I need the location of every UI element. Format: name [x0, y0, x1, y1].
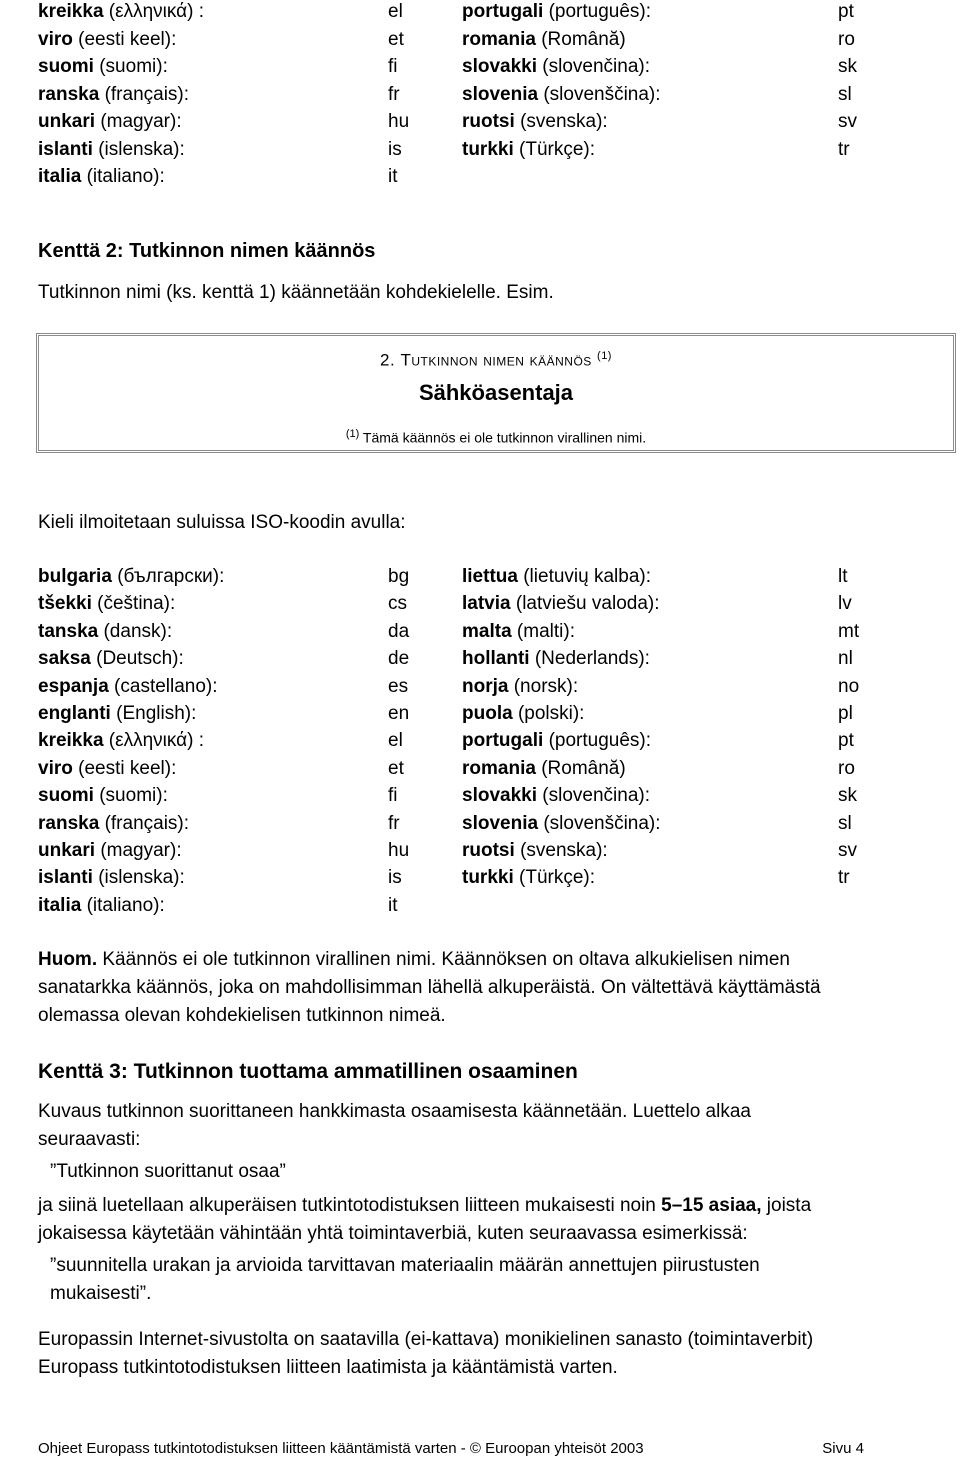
language-label: [462, 675, 578, 699]
iso-code: sv: [838, 840, 857, 861]
language-row: [0, 812, 960, 836]
language-native-name: (English):: [116, 703, 197, 724]
language-native-name: (magyar):: [100, 111, 182, 132]
language-row: [0, 28, 960, 52]
iso-code: fi: [388, 56, 398, 77]
language-row: [0, 565, 960, 589]
language-label: [462, 0, 651, 24]
language-label: [462, 839, 608, 863]
footer-text: Ohjeet Europass tutkintotodistuksen liitteen kääntämistä varten - © Euroopan yhteisöt 2003: [38, 1440, 644, 1457]
language-row: [0, 784, 960, 808]
language-native-name: (malti):: [516, 620, 575, 642]
language-label: [38, 165, 165, 189]
language-native-name: (suomi):: [99, 785, 168, 807]
language-native-name: (français):: [104, 812, 190, 834]
section-3-quote-1: ”Tutkinnon suorittanut osaa”: [50, 1161, 286, 1182]
language-native-name: (Română): [541, 28, 626, 50]
language-native-name: (български):: [117, 566, 225, 587]
language-name: unkari: [38, 840, 96, 861]
language-name: romania: [462, 757, 536, 779]
iso-code: sl: [838, 83, 852, 105]
section-2-heading: Kenttä 2: Tutkinnon nimen käännös: [38, 240, 376, 262]
language-name: norja: [462, 675, 509, 697]
language-name: suomi: [38, 785, 94, 807]
language-row: [0, 866, 960, 890]
iso-code: lt: [838, 566, 848, 587]
language-name: unkari: [38, 111, 96, 132]
language-label: [462, 812, 661, 836]
language-label: [462, 866, 595, 890]
language-native-name: (svenska):: [520, 840, 608, 861]
language-native-name: (castellano):: [114, 675, 218, 697]
iso-code: cs: [388, 593, 407, 615]
iso-code: es: [388, 675, 409, 697]
section-3-paragraph-3: Europassin Internet-sivustolta on saatavilla (ei-kattava) monikielinen sanasto (toimintaverbit) Europass tutkintotodistuksen liitteen laatimista ja kääntämistä varten.: [38, 1329, 814, 1378]
language-label: [462, 729, 651, 753]
language-row: [0, 675, 960, 699]
language-name: portugali: [462, 1, 544, 22]
language-native-name: (Nederlands):: [534, 648, 650, 670]
language-native-name: (Deutsch):: [96, 648, 184, 670]
iso-code: lv: [838, 593, 852, 615]
language-row: [0, 83, 960, 107]
example-box-title: 2. Tutkinnon nimen käännös $^{(1)}$: [380, 350, 612, 370]
language-name: saksa: [38, 648, 91, 670]
language-row: [0, 757, 960, 781]
language-name: islanti: [38, 138, 93, 160]
example-box-title-text: Tutkinnon nimen käännös: [400, 350, 592, 370]
iso-code: sv: [838, 111, 857, 132]
language-label: [462, 784, 650, 808]
language-row: [0, 702, 960, 726]
language-label: [462, 592, 660, 616]
language-label: [462, 55, 650, 79]
language-native-name: (Română): [541, 757, 626, 779]
iso-code: mt: [838, 620, 860, 642]
iso-code: no: [838, 675, 860, 697]
language-native-name: (Türkçe):: [519, 867, 596, 889]
language-native-name: (italiano):: [86, 894, 165, 916]
iso-code: pt: [838, 1, 854, 22]
language-name: ranska: [38, 812, 100, 834]
example-box: [36, 333, 956, 453]
language-label: [462, 620, 575, 644]
iso-code: et: [388, 757, 404, 779]
iso-code: tr: [838, 138, 850, 160]
language-native-name: (čeština):: [97, 593, 176, 615]
iso-code: fr: [388, 83, 400, 105]
language-name: bulgaria: [38, 566, 112, 587]
language-label: [462, 647, 650, 671]
language-name: romania: [462, 28, 536, 50]
language-native-name: (ελληνικά) :: [108, 730, 205, 752]
language-name: kreikka: [38, 1, 104, 22]
language-row: [0, 592, 960, 616]
iso-code: it: [388, 166, 398, 187]
language-native-name: (português):: [548, 1, 652, 22]
iso-code: sk: [838, 785, 857, 807]
language-row: [0, 647, 960, 671]
language-label: [462, 757, 626, 781]
language-name: liettua: [462, 566, 518, 587]
language-name: tšekki: [38, 593, 92, 615]
language-native-name: (italiano):: [86, 166, 165, 187]
language-name: ranska: [38, 83, 100, 105]
language-name: slovenia: [462, 812, 539, 834]
language-name: suomi: [38, 56, 94, 77]
language-native-name: (islenska):: [98, 867, 185, 889]
language-native-name: (português):: [548, 730, 652, 752]
language-name: italia: [38, 894, 82, 916]
language-native-name: (polski):: [517, 703, 585, 724]
section-3-paragraph-2: ja siinä luetellaan alkuperäisen tutkintotodistuksen liitteen mukaisesti noin 5–15 asiaa, joista jokaisessa käytetään vähintään yhtä toimintaverbiä, kuten seuraavassa esimerkissä:: [38, 1195, 812, 1244]
language-native-name: (slovenščina):: [543, 812, 661, 834]
language-row: [0, 729, 960, 753]
language-native-name: (slovenščina):: [543, 83, 661, 105]
note-label: Huom.: [38, 949, 98, 970]
iso-code: el: [388, 1, 403, 22]
iso-code: nl: [838, 648, 853, 670]
section-3-paragraph-1: Kuvaus tutkinnon suorittaneen hankkimasta osaamisesta käännetään. Luettelo alkaa seuraavasti:: [38, 1101, 751, 1150]
iso-code: ro: [838, 757, 855, 779]
language-name: turkki: [462, 867, 514, 889]
language-native-name: (français):: [104, 83, 190, 105]
iso-code: da: [388, 620, 410, 642]
language-name: kreikka: [38, 730, 104, 752]
language-native-name: (islenska):: [98, 138, 185, 160]
page-number: Sivu 4: [822, 1440, 864, 1457]
iso-code: tr: [838, 867, 850, 889]
language-name: viro: [38, 28, 73, 50]
iso-code: is: [388, 138, 402, 160]
language-native-name: (ελληνικά) :: [108, 1, 205, 22]
language-name: viro: [38, 757, 73, 779]
iso-code: en: [388, 703, 410, 724]
language-name: ruotsi: [462, 840, 515, 861]
language-name: portugali: [462, 730, 544, 752]
language-label: [462, 110, 608, 134]
language-native-name: (magyar):: [100, 840, 182, 861]
language-name: espanja: [38, 675, 109, 697]
language-label: [462, 28, 626, 52]
language-native-name: (slovenčina):: [542, 785, 650, 807]
language-native-name: (suomi):: [99, 56, 168, 77]
language-row: [0, 0, 960, 24]
section-3-heading: Kenttä 3: Tutkinnon tuottama ammatillinen osaaminen: [38, 1060, 578, 1083]
language-native-name: (latviešu valoda):: [515, 593, 660, 615]
language-name: tanska: [38, 620, 99, 642]
language-label: [38, 894, 165, 918]
language-name: hollanti: [462, 648, 530, 670]
iso-code: et: [388, 28, 404, 50]
iso-code: sk: [838, 56, 857, 77]
iso-code: sl: [838, 812, 852, 834]
language-row: [0, 110, 960, 134]
language-label: [462, 138, 595, 162]
section-3-quote-2: ”suunnitella urakan ja arvioida tarvittavan materiaalin määrän annettujen piirustusten mukaisesti”.: [50, 1255, 760, 1304]
language-native-name: (Türkçe):: [519, 138, 596, 160]
note-text: Käännös ei ole tutkinnon virallinen nimi. Käännöksen on oltava alkukielisen nimen sanatarkka käännös, joka on mahdollisimman lähellä alkuperäistä. On vältettävä käyttämästä olemassa olevan kohdekielisen tutkinnon nimeä.: [38, 949, 821, 1026]
language-name: ruotsi: [462, 111, 515, 132]
language-native-name: (svenska):: [520, 111, 608, 132]
language-row: [0, 165, 960, 189]
iso-intro: Kieli ilmoitetaan suluissa ISO-koodin avulla:: [38, 512, 406, 533]
language-name: slovakki: [462, 785, 537, 807]
language-name: italia: [38, 166, 82, 187]
language-label: [462, 702, 584, 726]
language-name: englanti: [38, 703, 111, 724]
language-native-name: (norsk):: [513, 675, 579, 697]
iso-code: is: [388, 867, 402, 889]
iso-code: it: [388, 894, 398, 916]
iso-code: hu: [388, 840, 410, 861]
language-name: latvia: [462, 593, 511, 615]
language-native-name: (slovenčina):: [542, 56, 650, 77]
language-native-name: (lietuvių kalba):: [523, 566, 652, 587]
iso-code: pl: [838, 703, 853, 724]
language-row: [0, 55, 960, 79]
language-label: [462, 83, 661, 107]
language-native-name: (eesti keel):: [78, 28, 177, 50]
language-row: [0, 839, 960, 863]
language-row: [0, 894, 960, 918]
iso-code: el: [388, 730, 403, 752]
language-name: islanti: [38, 867, 93, 889]
language-name: slovakki: [462, 56, 537, 77]
language-name: malta: [462, 620, 512, 642]
note-paragraph: [38, 946, 868, 1030]
language-name: slovenia: [462, 83, 539, 105]
language-row: [0, 620, 960, 644]
language-name: puola: [462, 703, 513, 724]
language-name: turkki: [462, 138, 514, 160]
example-qualification-name: Sähköasentaja: [418, 380, 574, 405]
section-2-intro: Tutkinnon nimi (ks. kenttä 1) käännetään kohdekielelle. Esim.: [38, 282, 554, 303]
iso-code: pt: [838, 730, 854, 752]
language-native-name: (dansk):: [103, 620, 173, 642]
iso-code: fr: [388, 812, 400, 834]
iso-code: hu: [388, 111, 410, 132]
iso-code: fi: [388, 785, 398, 807]
iso-code: de: [388, 648, 410, 670]
iso-code: bg: [388, 566, 410, 587]
language-label: [462, 565, 651, 589]
example-box-footnote: $^{(1)}$ Tämä käännös ei ole tutkinnon virallinen nimi.: [345, 428, 647, 446]
language-native-name: (eesti keel):: [78, 757, 177, 779]
iso-code: ro: [838, 28, 855, 50]
language-row: [0, 138, 960, 162]
